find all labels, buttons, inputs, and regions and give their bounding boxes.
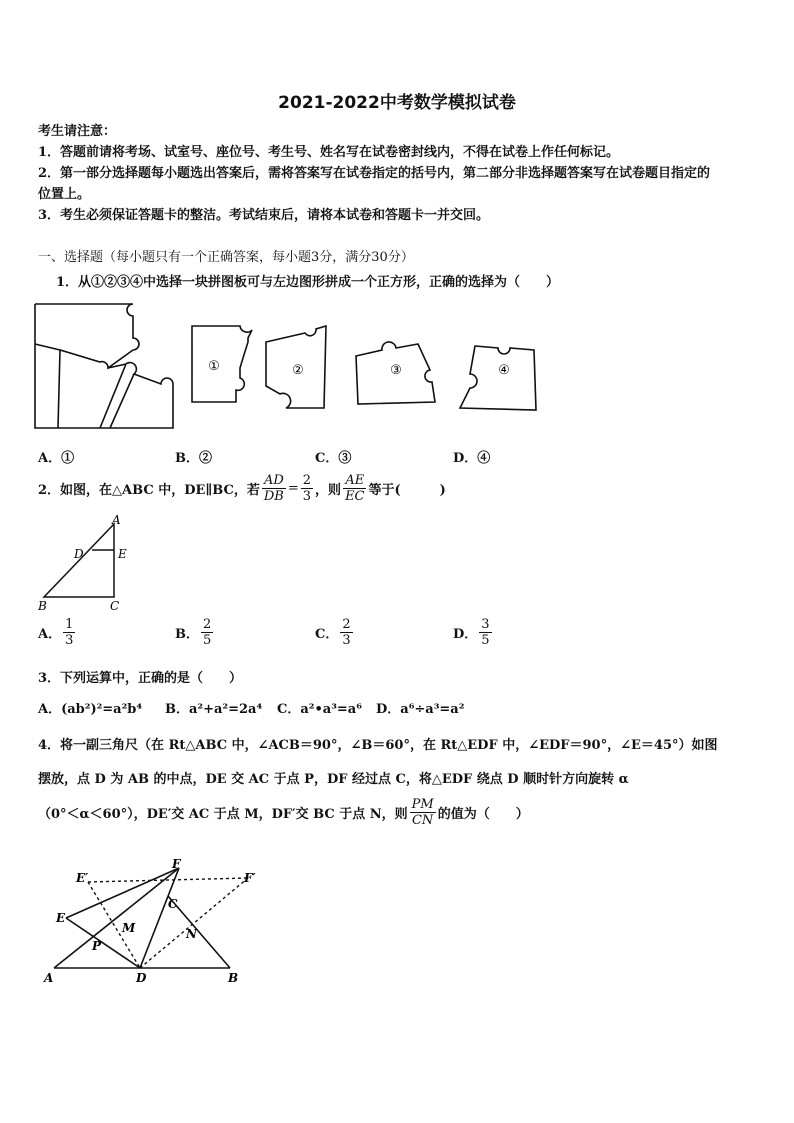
q4-frac-den: CN: [411, 813, 434, 828]
q2-frac-ad-db: [262, 474, 286, 503]
label-e: E: [118, 547, 127, 561]
label-b: B: [228, 971, 239, 985]
label-f-prime: F′: [244, 871, 256, 885]
q4-line3-prefix: （0°＜α＜60°），DE′交 AC 于点 M，DF′交 BC 于点 N，则: [38, 807, 408, 822]
label-b: B: [38, 599, 47, 613]
label-p: P: [92, 939, 102, 953]
notice-item-1: 1．答题前请将考场、试室号、座位号、考生号、姓名写在试卷密封线内，不得在试卷上作任何标记。: [38, 145, 620, 160]
q2-option-d-label: D．: [453, 627, 478, 642]
question-2-text: [38, 474, 446, 503]
notice-item-2: 2．第一部分选择题每小题选出答案后，需将答案写在试卷指定的括号内，第二部分非选择题答案写在试卷题目指定的: [38, 166, 711, 181]
question-4-line-2: 摆放，点 D 为 AB 的中点，DE 交 AC 于点 P，DF 经过点 C，将△EDF 绕点 D 顺时针方向旋转 α: [38, 772, 629, 787]
q4-frac-num: PM: [411, 797, 434, 812]
label-c: C: [110, 599, 120, 613]
q2-option-b-label: B．: [175, 627, 199, 642]
q4-line3-suffix: 的值为（ ）: [437, 807, 529, 822]
q2-option-d-den: 5: [481, 633, 490, 648]
question-1-figure: [30, 298, 550, 436]
q2-option-c[interactable]: [315, 618, 355, 647]
question-2-figure: [32, 512, 142, 616]
q1-option-b[interactable]: B．②: [175, 451, 212, 466]
question-4-figure: [36, 852, 276, 992]
q2-frac-2-3: [301, 474, 313, 503]
q2-option-d-num: 3: [481, 617, 490, 632]
q2-option-a-frac: [63, 618, 75, 647]
notice-item-2-cont: 位置上。: [38, 187, 91, 202]
label-d: D: [74, 547, 84, 561]
question-4-line-1: 4．将一副三角尺（在 Rt△ABC 中，∠ACB＝90°，∠B＝60°，在 Rt△EDF 中，∠EDF＝90°，∠E＝45°）如图: [38, 738, 718, 753]
q2-suffix: 等于( ): [368, 483, 446, 498]
piece-label-2: ②: [292, 363, 304, 378]
q3-option-d[interactable]: D．a⁶÷a³=a²: [376, 702, 465, 717]
q2-option-a-label: A．: [38, 627, 62, 642]
left-shape: [35, 304, 173, 428]
q1-option-c[interactable]: C．③: [315, 451, 352, 466]
notice-heading: 考生请注意：: [38, 124, 117, 139]
q2-option-d[interactable]: [453, 618, 494, 647]
q2-equals: =: [287, 481, 299, 496]
label-n: N: [186, 927, 197, 941]
label-e: E: [56, 911, 66, 925]
q2-option-b[interactable]: [175, 618, 215, 647]
q2-option-c-label: C．: [315, 627, 339, 642]
q2-option-d-frac: [479, 618, 491, 647]
q2-frac3-num: AE: [345, 473, 365, 488]
q2-option-a-den: 3: [65, 633, 74, 648]
q2-frac1-den: DB: [263, 489, 284, 504]
question-4-line-3: [38, 798, 529, 827]
q2-frac-ae-ec: [343, 474, 366, 503]
question-1-text: 1．从①②③④中选择一块拼图板可与左边图形拼成一个正方形，正确的选择为（ ）: [56, 275, 560, 290]
q1-option-d[interactable]: D．④: [453, 451, 491, 466]
question-3-text: 3．下列运算中，正确的是（ ）: [38, 671, 243, 686]
piece-label-3: ③: [390, 363, 402, 378]
q2-option-a-num: 1: [65, 617, 74, 632]
label-a: A: [44, 971, 54, 985]
q2-mid: ，则: [315, 483, 342, 498]
segment-e2f2: [88, 878, 248, 882]
label-f: F: [172, 857, 181, 871]
q2-option-b-den: 5: [203, 633, 212, 648]
label-e-prime: E′: [76, 871, 89, 885]
notice-item-3: 3．考生必须保证答题卡的整洁。考试结束后，请将本试卷和答题卡一并交回。: [38, 208, 490, 223]
label-d: D: [136, 971, 147, 985]
puzzle-piece-4: [460, 346, 536, 410]
q3-option-a[interactable]: A．(ab²)²=a²b⁴: [38, 702, 143, 717]
q2-option-b-frac: [201, 618, 213, 647]
q2-option-b-num: 2: [203, 617, 212, 632]
q2-prefix: 2．如图，在△ABC 中，DE∥BC，若: [38, 483, 260, 498]
q2-frac3-den: EC: [345, 489, 365, 504]
q2-frac2-num: 2: [302, 473, 312, 488]
label-c: C: [168, 897, 178, 911]
q2-option-c-den: 3: [342, 633, 351, 648]
q2-frac1-num: AD: [263, 473, 284, 488]
q2-option-c-num: 2: [342, 617, 351, 632]
puzzle-piece-1: [192, 326, 252, 402]
q3-option-c[interactable]: C．a²•a³=a⁶: [277, 702, 362, 717]
piece-label-4: ④: [498, 363, 510, 378]
page-title: 2021-2022中考数学模拟试卷: [278, 93, 516, 113]
q2-frac2-den: 3: [302, 489, 312, 504]
q2-option-a[interactable]: [38, 618, 77, 647]
label-m: M: [122, 921, 136, 935]
segment-df2: [140, 878, 248, 968]
q4-frac-pm-cn: [410, 798, 436, 827]
label-a: A: [112, 513, 121, 527]
piece-label-1: ①: [208, 359, 220, 374]
q1-option-a[interactable]: A．①: [38, 451, 75, 466]
q2-option-c-frac: [340, 618, 352, 647]
q3-option-b[interactable]: B．a²+a²=2a⁴: [165, 702, 263, 717]
section-heading: 一、选择题（每小题只有一个正确答案，每小题3分，满分30分）: [38, 250, 414, 265]
